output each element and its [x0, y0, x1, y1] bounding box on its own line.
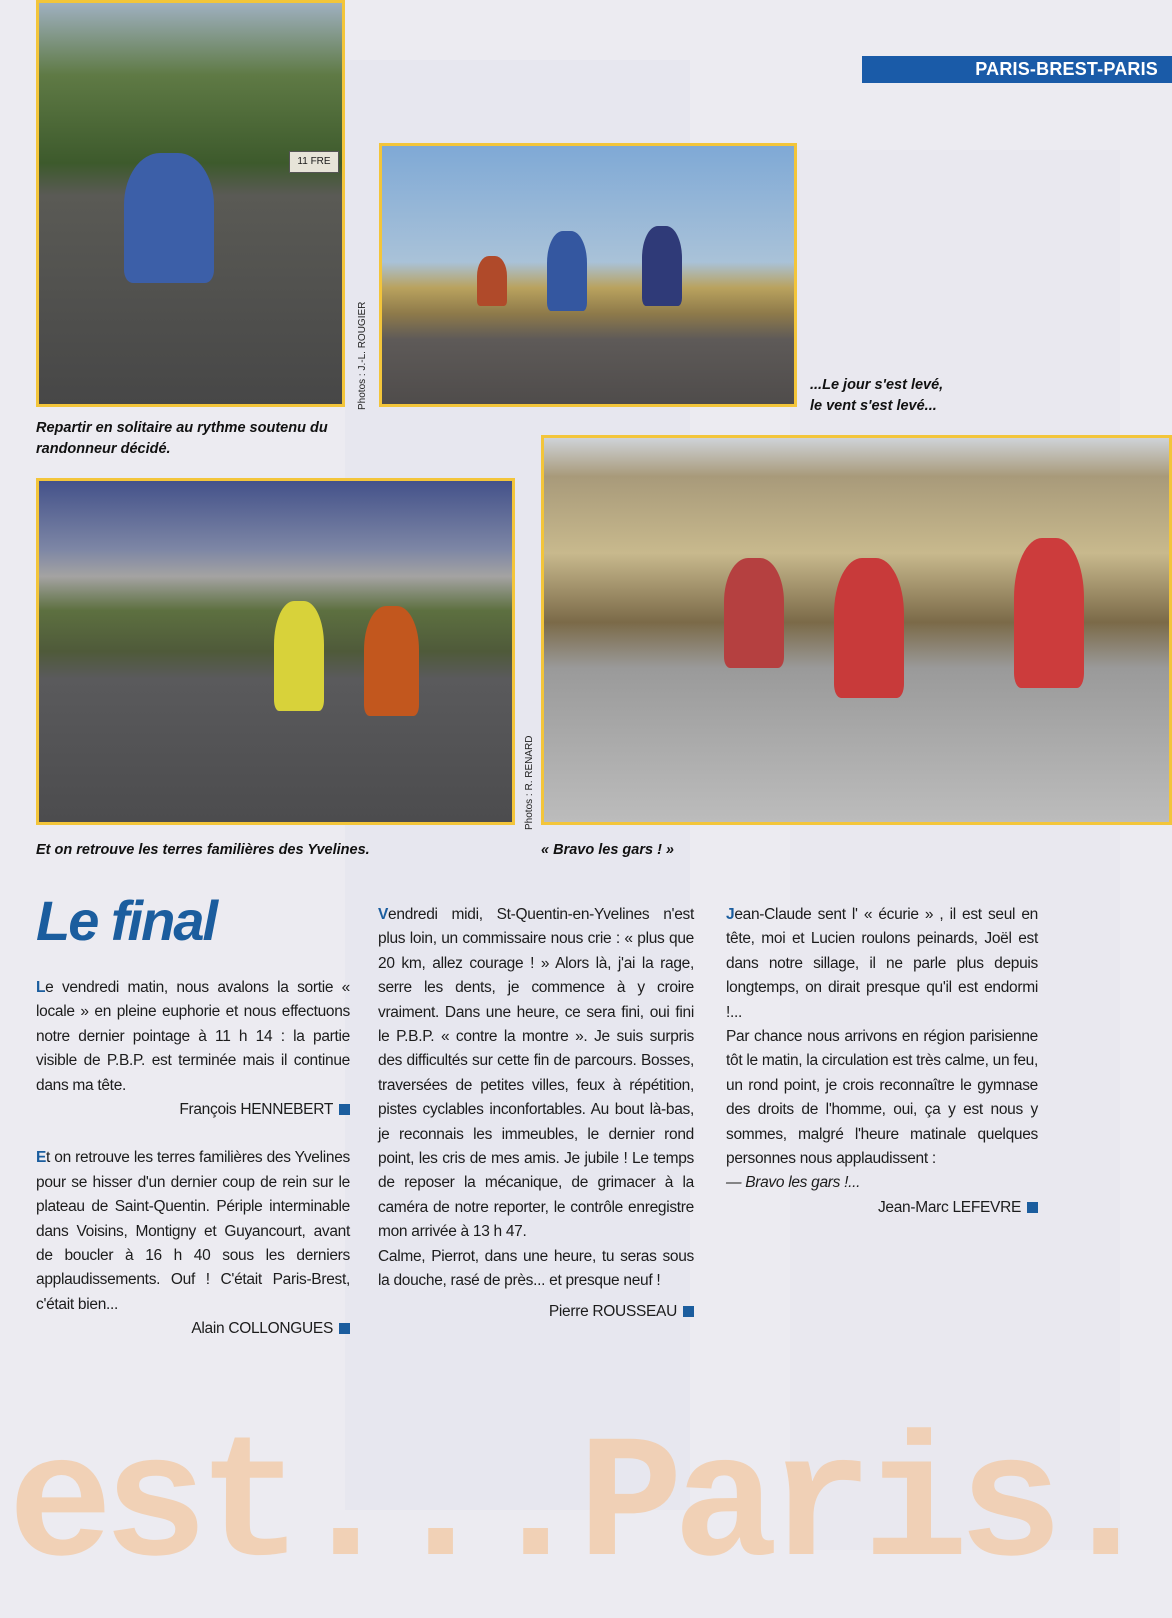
end-mark-icon — [339, 1323, 350, 1334]
paragraph: Par chance nous arrivons en région parisienne tôt le matin, la circulation est très calme, un feu, un rond point, je crois reconnaître le gymnase des droits de l'homme, oui, ça y est nous y sommes, malgré l'heure matinale quelques personnes nous applaudissent : — [726, 1028, 1038, 1168]
cyclist — [547, 231, 587, 311]
photo-solo-rider — [36, 0, 345, 407]
caption: « Bravo les gars ! » — [541, 842, 674, 858]
paragraph-text: t on retrouve les terres familières des Yvelines pour se hisser d'un dernier coup de rein sur le plateau de Saint-Quentin. Périple interminable dans Voisins, Montigny et Guyancourt, avant de boucler à 16 h 40 sous les derniers applaudissements. Ouf ! C'était Paris-Brest, c'était bien... — [36, 1149, 350, 1313]
quote: — Bravo les gars !... — [726, 1174, 861, 1192]
paragraph-text: endredi midi, St-Quentin-en-Yvelines n'est plus loin, un commissaire nous crie : « plus que 20 km, allez courage ! » Alors là, j'ai la rage, serre les dents, je commence à y croire vraiment. Dans une heure, ce sera fini, oui fini le P.B.P. « contre la montre ». Je suis surpris des difficultés sur cette fin de parcours. Bosses, traversées de petites villes, feux à répétition, pistes cyclables inconfortables. Au bout là-bas, je reconnais les immeubles, le dernier rond point, les cris de mes amis. Je jubile ! Le temps de reposer la mécanique, de grimacer à la caméra de notre reporter, le contrôle enregistre mon arrivée à 13 h 47. — [378, 906, 694, 1241]
cyclist — [1014, 538, 1084, 688]
drop-cap: J — [726, 906, 735, 923]
caption: Et on retrouve les terres familières des Yvelines. — [36, 842, 370, 858]
author-name: Alain COLLONGUES — [191, 1320, 333, 1338]
paragraph-text: e vendredi matin, nous avalons la sortie « locale » en pleine euphorie et nous effectuons notre dernier pointage à 11 h 14 : la partie visible de P.B.P. est terminée mais il continue dans ma tête. — [36, 979, 350, 1094]
photo-credit: Photos : J.-L. ROUGIER — [357, 301, 368, 410]
column-3 — [726, 903, 1038, 1220]
author-name: François HENNEBERT — [179, 1101, 333, 1119]
cyclist — [477, 256, 507, 306]
paragraph — [36, 976, 350, 1098]
cyclist — [124, 153, 214, 283]
road-sign: 11 FRE — [289, 151, 339, 173]
drop-cap: L — [36, 979, 46, 996]
background-panel — [790, 150, 1120, 1550]
author-signature — [378, 1300, 694, 1324]
section-header: PARIS-BREST-PARIS — [862, 56, 1172, 83]
end-mark-icon — [1027, 1202, 1038, 1213]
photo-credit: Photos : R. RENARD — [524, 735, 535, 830]
paragraph-text: ean-Claude sent l' « écurie » , il est seul en tête, moi et Lucien roulons peinards, Joël est dans notre sillage, il ne parle plus depuis longtemps, on dirait presque qu'il est endormi !... — [726, 906, 1038, 1021]
drop-cap: V — [378, 906, 389, 923]
watermark: est...Paris. — [8, 1408, 1149, 1607]
caption-line: le vent s'est levé... — [810, 398, 937, 414]
end-mark-icon — [683, 1306, 694, 1317]
cyclist — [274, 601, 324, 711]
drop-cap: E — [36, 1149, 47, 1167]
paragraph — [378, 903, 694, 1245]
photo-arrival — [541, 435, 1172, 825]
caption-line: ...Le jour s'est levé, — [810, 377, 944, 393]
end-mark-icon — [339, 1104, 350, 1115]
article-title: Le final — [36, 889, 217, 952]
paragraph: Calme, Pierrot, dans une heure, tu seras sous la douche, rasé de près... et presque neuf ! — [378, 1247, 694, 1290]
cyclist — [724, 558, 784, 668]
paragraph — [726, 903, 1038, 1025]
cyclist — [642, 226, 682, 306]
column-1 — [36, 976, 350, 1342]
author-signature — [726, 1196, 1038, 1220]
paragraph — [36, 1146, 350, 1317]
caption: Repartir en solitaire au rythme soutenu du randonneur décidé. — [36, 420, 328, 457]
cyclist — [834, 558, 904, 698]
photo-yvelines-road — [36, 478, 515, 825]
column-2 — [378, 903, 694, 1324]
author-signature — [36, 1098, 350, 1122]
caption — [810, 375, 943, 417]
cyclist — [364, 606, 419, 716]
photo-group-riders — [379, 143, 797, 407]
author-name: Pierre ROUSSEAU — [548, 1302, 677, 1320]
author-name: Jean-Marc LEFEVRE — [877, 1198, 1021, 1216]
author-signature — [36, 1317, 350, 1341]
